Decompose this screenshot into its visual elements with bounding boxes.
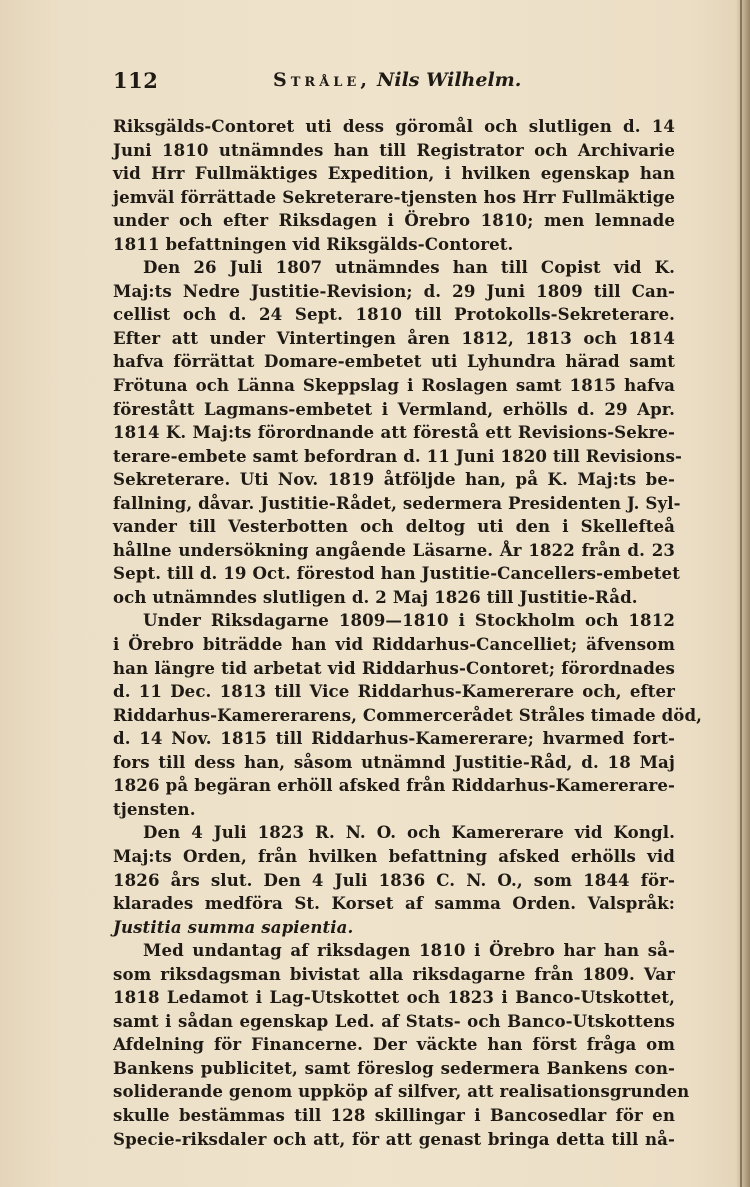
text-line: 1826 års slut. Den 4 Juli 1836 C. N. O., som 1844 för- (113, 869, 675, 890)
text-line: vid Hrr Fullmäktiges Expedition, i hvilken egenskap han (113, 163, 675, 184)
text-line: Under Riksdagarne 1809—1810 i Stockholm och 1812 (143, 610, 675, 631)
text-line: tjensten. (113, 798, 196, 819)
text-line: under och efter Riksdagen i Örebro 1810; men lemnade (113, 210, 675, 231)
text-line: han längre tid arbetat vid Riddarhus-Contoret; förordnades (113, 657, 675, 678)
text-line: Med undantag af riksdagen 1810 i Örebro har han så- (143, 940, 675, 961)
text-line: Sept. till d. 19 Oct. förestod han Justitie-Cancellers-embetet (113, 563, 680, 584)
running-title-given-name: Nils Wilhelm. (377, 69, 522, 91)
text-line: och utnämndes slutligen d. 2 Maj 1826 till Justitie-Råd. (113, 586, 638, 607)
motto-line: Justitia summa sapientia. (113, 916, 354, 937)
page-edge-shadow (736, 0, 750, 1187)
text-line: d. 14 Nov. 1815 till Riddarhus-Kamererare; hvarmed fort- (113, 728, 675, 749)
text-line: Frötuna och Länna Skeppslag i Roslagen samt 1815 hafva (113, 375, 675, 396)
text-line: 1814 K. Maj:ts förordnande att förestå ett Revisions-Sekre- (113, 422, 675, 443)
text-line: Riksgälds-Contoret uti dess göromål och slutligen d. 14 (113, 116, 675, 136)
page-number: 112 (113, 68, 159, 93)
text-line: samt i sådan egenskap Led. af Stats- och Banco-Utskottens (113, 1010, 675, 1031)
text-line: Sekreterare. Uti Nov. 1819 åtföljde han, på K. Maj:ts be- (113, 469, 675, 490)
page-header (113, 68, 673, 100)
text-line: 1811 befattningen vid Riksgälds-Contoret. (113, 233, 514, 254)
text-line: hållne undersökning angående Läsarne. År 1822 från d. 23 (113, 539, 675, 560)
running-title (273, 69, 521, 91)
text-line: fors till dess han, såsom utnämnd Justitie-Råd, d. 18 Maj (113, 751, 675, 772)
text-line: Juni 1810 utnämndes han till Registrator och Archivarie (113, 139, 675, 160)
text-line: d. 11 Dec. 1813 till Vice Riddarhus-Kamererare och, efter (113, 681, 675, 702)
text-line: hafva förrättat Domare-embetet uti Lyhundra härad samt (113, 351, 675, 372)
text-line: Den 4 Juli 1823 R. N. O. och Kamererare vid Kongl. (143, 822, 675, 843)
text-line: 1826 på begäran erhöll afsked från Riddarhus-Kamererare- (113, 775, 675, 796)
text-line: som riksdagsman bivistat alla riksdagarne från 1809. Var (113, 963, 675, 984)
text-line: Bankens publicitet, samt föreslog sedermera Bankens con- (113, 1057, 675, 1078)
text-line: fallning, dåvar. Justitie-Rådet, sedermera Presidenten J. Syl- (113, 492, 681, 513)
body-text (113, 115, 703, 1151)
text-line: Maj:ts Nedre Justitie-Revision; d. 29 Juni 1809 till Can- (113, 280, 675, 301)
text-line: förestått Lagmans-embetet i Vermland, erhölls d. 29 Apr. (113, 398, 675, 419)
text-line: soliderande genom uppköp af silfver, att realisationsgrunden (113, 1081, 690, 1102)
text-line: vander till Vesterbotten och deltog uti den i Skellefteå (113, 516, 675, 537)
text-line: Afdelning för Financerne. Der väckte han först fråga om (113, 1034, 675, 1055)
text-line: Efter att under Vintertingen åren 1812, 1813 och 1814 (113, 327, 675, 348)
running-title-surname: Stråle, (273, 69, 371, 91)
page-edge-line (740, 0, 742, 1187)
text-line: Maj:ts Orden, från hvilken befattning afsked erhölls vid (113, 845, 675, 866)
text-line: terare-embete samt befordran d. 11 Juni 1820 till Revisions- (113, 445, 683, 466)
text-line: 1818 Ledamot i Lag-Utskottet och 1823 i Banco-Utskottet, (113, 987, 675, 1008)
text-line: jemväl förrättade Sekreterare-tjensten hos Hrr Fullmäktige (113, 186, 675, 207)
text-line: Riddarhus-Kamererarens, Commercerådet Stråles timade död, (113, 704, 703, 725)
text-line: Den 26 Juli 1807 utnämndes han till Copist vid K. (143, 257, 675, 278)
text-line: skulle bestämmas till 128 skillingar i Bancosedlar för en (113, 1104, 675, 1125)
text-line: i Örebro biträdde han vid Riddarhus-Cancelliet; äfvensom (113, 634, 675, 655)
text-line: Specie-riksdaler och att, för att genast bringa detta till nå- (113, 1128, 675, 1149)
text-line: cellist och d. 24 Sept. 1810 till Protokolls-Sekreterare. (113, 304, 675, 325)
text-line: klarades medföra St. Korset af samma Orden. Valspråk: (113, 893, 675, 914)
